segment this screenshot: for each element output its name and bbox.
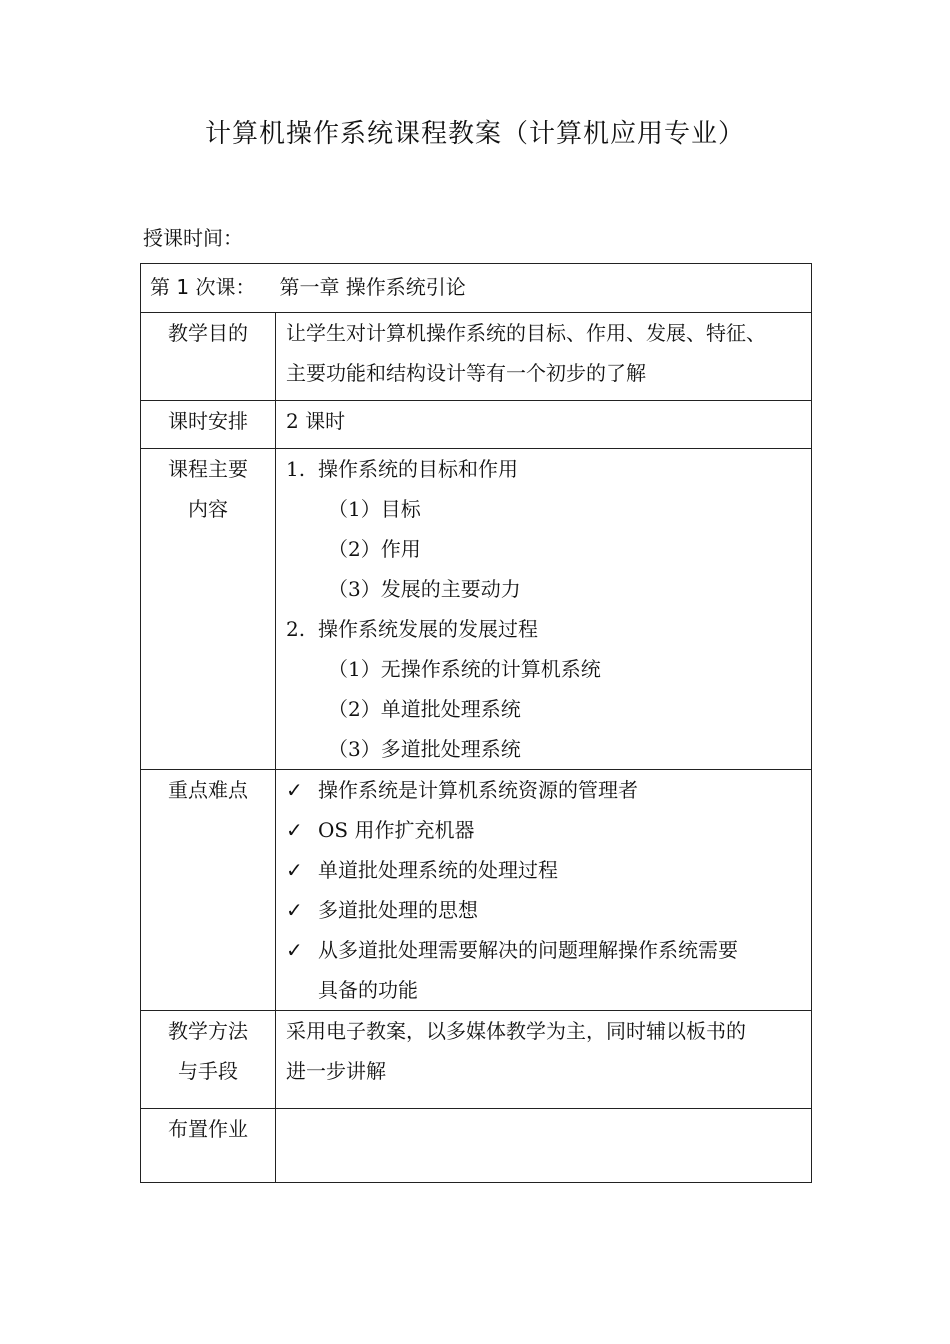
key-points-label bbox=[141, 770, 276, 1011]
method-line: 进一步讲解 bbox=[286, 1059, 386, 1083]
homework-value bbox=[276, 1109, 812, 1183]
hours-label bbox=[141, 401, 276, 449]
key-point-item bbox=[286, 890, 803, 930]
goal-line: 让学生对计算机操作系统的目标、作用、发展、特征、 bbox=[286, 321, 766, 345]
content-sub-item: （3）多道批处理系统 bbox=[328, 737, 521, 761]
key-point-item bbox=[286, 930, 803, 970]
section-number: 1. bbox=[286, 457, 306, 481]
homework-label-text: 布置作业 bbox=[168, 1117, 248, 1141]
checkmark-icon: ✓ bbox=[286, 938, 303, 962]
key-point-text: OS 用作扩充机器 bbox=[318, 818, 475, 842]
content-sub-item: （2）单道批处理系统 bbox=[328, 697, 521, 721]
checkmark-icon: ✓ bbox=[286, 898, 303, 922]
homework-label bbox=[141, 1109, 276, 1183]
hours-row bbox=[141, 401, 812, 449]
content-sub-item: （1）无操作系统的计算机系统 bbox=[328, 657, 601, 681]
key-point-continuation: 具备的功能 bbox=[318, 978, 418, 1002]
goal-line: 主要功能和结构设计等有一个初步的了解 bbox=[286, 361, 646, 385]
content-sub-item: （3）发展的主要动力 bbox=[328, 577, 521, 601]
checkmark-icon: ✓ bbox=[286, 818, 303, 842]
method-label-line: 与手段 bbox=[178, 1059, 238, 1083]
goal-value bbox=[276, 313, 812, 401]
hours-label-text: 课时安排 bbox=[168, 409, 248, 433]
key-point-item bbox=[286, 770, 803, 810]
key-point-text: 多道批处理的思想 bbox=[318, 898, 478, 922]
content-label bbox=[141, 449, 276, 770]
document-title: 计算机操作系统课程教案（计算机应用专业） bbox=[204, 119, 745, 149]
method-value bbox=[276, 1011, 812, 1109]
method-line: 采用电子教案，以多媒体教学为主，同时辅以板书的 bbox=[286, 1019, 746, 1043]
chapter-title: 第一章 操作系统引论 bbox=[279, 275, 466, 299]
key-points-value bbox=[276, 770, 812, 1011]
content-sub-item: （2）作用 bbox=[328, 537, 421, 561]
hours-value: 2 课时 bbox=[276, 401, 812, 449]
method-label bbox=[141, 1011, 276, 1109]
goal-label-text: 教学目的 bbox=[168, 321, 248, 345]
content-section-title bbox=[286, 449, 803, 489]
lesson-header-cell bbox=[141, 264, 812, 313]
section-title-text: 操作系统发展的发展过程 bbox=[318, 617, 538, 641]
key-point-text: 单道批处理系统的处理过程 bbox=[318, 858, 558, 882]
content-value bbox=[276, 449, 812, 770]
key-point-text: 从多道批处理需要解决的问题理解操作系统需要 bbox=[318, 938, 738, 962]
content-label-line: 内容 bbox=[188, 497, 228, 521]
teaching-time-label: 授课时间： bbox=[143, 226, 243, 250]
lesson-number: 第 1 次课： bbox=[150, 275, 256, 299]
goal-label bbox=[141, 313, 276, 401]
content-row bbox=[141, 449, 812, 770]
goal-row bbox=[141, 313, 812, 401]
key-point-text: 操作系统是计算机系统资源的管理者 bbox=[318, 778, 638, 802]
key-points-label-text: 重点难点 bbox=[168, 778, 248, 802]
section-title-text: 操作系统的目标和作用 bbox=[318, 457, 518, 481]
key-point-item bbox=[286, 810, 803, 850]
content-sub-item: （1）目标 bbox=[328, 497, 421, 521]
lesson-header-row bbox=[141, 264, 812, 313]
section-number: 2. bbox=[286, 617, 306, 641]
checkmark-icon: ✓ bbox=[286, 858, 303, 882]
content-section-title bbox=[286, 609, 803, 649]
method-row bbox=[141, 1011, 812, 1109]
method-label-line: 教学方法 bbox=[168, 1019, 248, 1043]
content-label-line: 课程主要 bbox=[168, 457, 248, 481]
key-point-item bbox=[286, 850, 803, 890]
checkmark-icon: ✓ bbox=[286, 778, 303, 802]
key-points-row bbox=[141, 770, 812, 1011]
lesson-plan-table bbox=[140, 263, 812, 1183]
homework-row bbox=[141, 1109, 812, 1183]
